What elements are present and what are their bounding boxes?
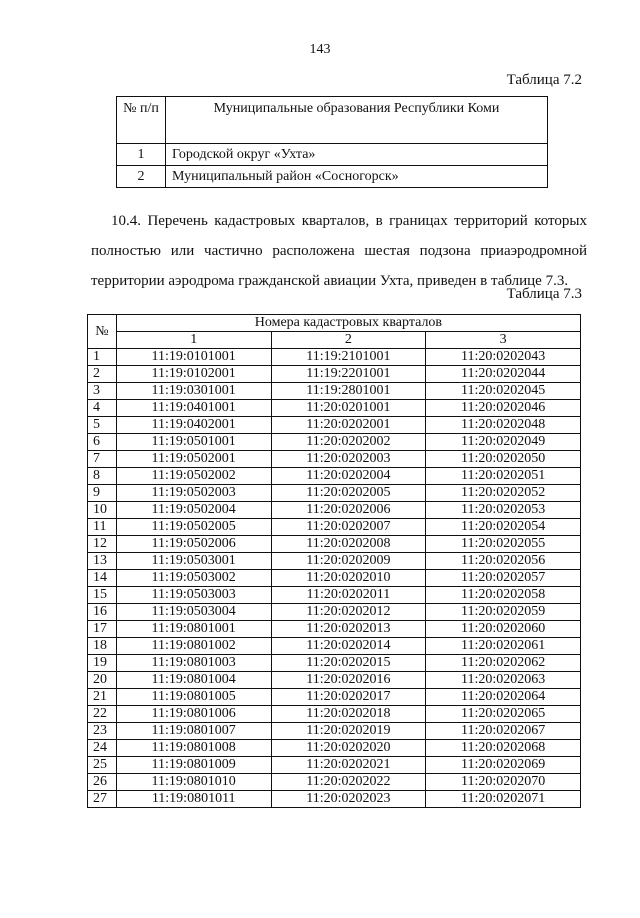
- table-header-row: [88, 315, 581, 332]
- cadastral-quarter-cell: 11:19:0502001: [116, 451, 271, 468]
- row-number: 10: [88, 502, 117, 519]
- cadastral-quarter-cell: 11:20:0202059: [426, 604, 581, 621]
- table-row: [88, 706, 581, 723]
- cadastral-quarter-cell: 11:20:0202008: [271, 536, 426, 553]
- cadastral-quarter-cell: 11:20:0202069: [426, 757, 581, 774]
- cadastral-quarter-cell: 11:19:0502002: [116, 468, 271, 485]
- cadastral-quarter-cell: 11:20:0202068: [426, 740, 581, 757]
- cadastral-quarter-cell: 11:20:0202014: [271, 638, 426, 655]
- cadastral-quarter-cell: 11:20:0202043: [426, 349, 581, 366]
- table-row: [88, 502, 581, 519]
- cadastral-quarter-cell: 11:20:0202019: [271, 723, 426, 740]
- cadastral-quarter-cell: 11:19:0502006: [116, 536, 271, 553]
- column-header-municipality: Муниципальные образования Республики Коми: [166, 97, 548, 144]
- cadastral-quarter-cell: 11:19:0401001: [116, 400, 271, 417]
- table-row: [88, 417, 581, 434]
- table-7-2: [116, 96, 548, 188]
- table-row: [88, 519, 581, 536]
- row-number: 23: [88, 723, 117, 740]
- cadastral-quarter-cell: 11:20:0202054: [426, 519, 581, 536]
- cadastral-quarter-cell: 11:20:0202007: [271, 519, 426, 536]
- table-row: [88, 757, 581, 774]
- table-row: [88, 774, 581, 791]
- cadastral-quarter-cell: 11:19:0801004: [116, 672, 271, 689]
- cadastral-quarter-cell: 11:20:0202051: [426, 468, 581, 485]
- table-row: [88, 604, 581, 621]
- cadastral-quarter-cell: 11:20:0202011: [271, 587, 426, 604]
- row-number: 5: [88, 417, 117, 434]
- column-subheader-3: 3: [426, 332, 581, 349]
- row-number: 3: [88, 383, 117, 400]
- cadastral-quarter-cell: 11:20:0202003: [271, 451, 426, 468]
- column-header-num: № п/п: [117, 97, 166, 144]
- table-7-2-caption: Таблица 7.2: [506, 72, 582, 88]
- cadastral-quarter-cell: 11:19:0102001: [116, 366, 271, 383]
- cadastral-quarter-cell: 11:20:0202048: [426, 417, 581, 434]
- column-subheader-2: 2: [271, 332, 426, 349]
- table-subheader-row: [88, 332, 581, 349]
- column-group-header: Номера кадастровых кварталов: [116, 315, 580, 332]
- cadastral-quarter-cell: 11:20:0202022: [271, 774, 426, 791]
- cadastral-quarter-cell: 11:19:0503004: [116, 604, 271, 621]
- cadastral-quarter-cell: 11:20:0202015: [271, 655, 426, 672]
- cadastral-quarter-cell: 11:20:0202058: [426, 587, 581, 604]
- cadastral-quarter-cell: 11:20:0202013: [271, 621, 426, 638]
- table-row: [88, 723, 581, 740]
- cadastral-quarter-cell: 11:19:0801003: [116, 655, 271, 672]
- cadastral-quarter-cell: 11:19:0801002: [116, 638, 271, 655]
- cadastral-quarter-cell: 11:19:0301001: [116, 383, 271, 400]
- table-row: [88, 621, 581, 638]
- cadastral-quarter-cell: 11:20:0202004: [271, 468, 426, 485]
- cadastral-quarter-cell: 11:20:0202060: [426, 621, 581, 638]
- column-header-num: №: [88, 315, 117, 349]
- table-row: [88, 400, 581, 417]
- table-row: [88, 383, 581, 400]
- row-number: 4: [88, 400, 117, 417]
- cadastral-quarter-cell: 11:19:2101001: [271, 349, 426, 366]
- cadastral-quarter-cell: 11:19:0503003: [116, 587, 271, 604]
- page-number: 143: [309, 42, 331, 57]
- cadastral-quarter-cell: 11:19:0801007: [116, 723, 271, 740]
- cadastral-quarter-cell: 11:19:0801010: [116, 774, 271, 791]
- cadastral-quarter-cell: 11:19:0801008: [116, 740, 271, 757]
- cadastral-quarter-cell: 11:20:0201001: [271, 400, 426, 417]
- table-row: [88, 655, 581, 672]
- table-row: [88, 791, 581, 808]
- cadastral-quarter-cell: 11:19:2801001: [271, 383, 426, 400]
- table-row: [88, 366, 581, 383]
- row-number: 21: [88, 689, 117, 706]
- section-10-4-paragraph: [91, 206, 587, 296]
- cadastral-quarter-cell: 11:20:0202055: [426, 536, 581, 553]
- cadastral-quarter-cell: 11:19:0503001: [116, 553, 271, 570]
- cadastral-quarter-cell: 11:19:0502005: [116, 519, 271, 536]
- cadastral-quarter-cell: 11:19:0502003: [116, 485, 271, 502]
- cadastral-quarter-cell: 11:20:0202020: [271, 740, 426, 757]
- row-number: 16: [88, 604, 117, 621]
- table-row: [117, 166, 548, 188]
- table-row: [88, 536, 581, 553]
- cadastral-quarter-cell: 11:20:0202045: [426, 383, 581, 400]
- cadastral-quarter-cell: 11:20:0202010: [271, 570, 426, 587]
- cadastral-quarter-cell: 11:20:0202062: [426, 655, 581, 672]
- table-row: [88, 638, 581, 655]
- row-number: 1: [88, 349, 117, 366]
- cadastral-quarter-cell: 11:20:0202056: [426, 553, 581, 570]
- cadastral-quarter-cell: 11:20:0202046: [426, 400, 581, 417]
- table-row: [88, 587, 581, 604]
- cadastral-quarter-cell: 11:19:0503002: [116, 570, 271, 587]
- cadastral-quarter-cell: 11:20:0202044: [426, 366, 581, 383]
- cadastral-quarter-cell: 11:20:0202049: [426, 434, 581, 451]
- cadastral-quarter-cell: 11:20:0202065: [426, 706, 581, 723]
- cadastral-quarter-cell: 11:19:0402001: [116, 417, 271, 434]
- column-subheader-1: 1: [116, 332, 271, 349]
- cadastral-quarter-cell: 11:20:0202012: [271, 604, 426, 621]
- cadastral-quarter-cell: 11:20:0202071: [426, 791, 581, 808]
- row-number: 25: [88, 757, 117, 774]
- cadastral-quarter-cell: 11:20:0202006: [271, 502, 426, 519]
- row-number: 1: [117, 144, 166, 166]
- table-7-3-caption: Таблица 7.3: [506, 286, 582, 302]
- table-row: [88, 349, 581, 366]
- row-number: 27: [88, 791, 117, 808]
- cadastral-quarter-cell: 11:20:0202017: [271, 689, 426, 706]
- cadastral-quarter-cell: 11:20:0202005: [271, 485, 426, 502]
- table-7-3: [87, 314, 581, 808]
- row-number: 22: [88, 706, 117, 723]
- cadastral-quarter-cell: 11:19:0501001: [116, 434, 271, 451]
- municipality-name: Городской округ «Ухта»: [166, 144, 548, 166]
- cadastral-quarter-cell: 11:19:0801011: [116, 791, 271, 808]
- cadastral-quarter-cell: 11:19:0801001: [116, 621, 271, 638]
- cadastral-quarter-cell: 11:19:0101001: [116, 349, 271, 366]
- cadastral-quarter-cell: 11:20:0202018: [271, 706, 426, 723]
- cadastral-quarter-cell: 11:20:0202016: [271, 672, 426, 689]
- cadastral-quarter-cell: 11:19:0801006: [116, 706, 271, 723]
- row-number: 2: [88, 366, 117, 383]
- row-number: 9: [88, 485, 117, 502]
- table-row: [88, 740, 581, 757]
- row-number: 24: [88, 740, 117, 757]
- row-number: 26: [88, 774, 117, 791]
- cadastral-quarter-cell: 11:20:0202023: [271, 791, 426, 808]
- row-number: 18: [88, 638, 117, 655]
- paragraph-text: 10.4. Перечень кадастровых кварталов, в границах территорий которых полностью или частично расположена шестая подзона приаэродромной территории аэродрома гражданской авиации Ухта, приведен в таблице 7.3.: [91, 213, 587, 289]
- cadastral-quarter-cell: 11:19:2201001: [271, 366, 426, 383]
- cadastral-quarter-cell: 11:20:0202064: [426, 689, 581, 706]
- cadastral-quarter-cell: 11:20:0202021: [271, 757, 426, 774]
- cadastral-quarter-cell: 11:19:0801009: [116, 757, 271, 774]
- table-row: [88, 468, 581, 485]
- row-number: 19: [88, 655, 117, 672]
- cadastral-quarter-cell: 11:20:0202061: [426, 638, 581, 655]
- table-7-3-body: [88, 349, 581, 808]
- cadastral-quarter-cell: 11:20:0202067: [426, 723, 581, 740]
- cadastral-quarter-cell: 11:20:0202070: [426, 774, 581, 791]
- row-number: 11: [88, 519, 117, 536]
- cadastral-quarter-cell: 11:20:0202009: [271, 553, 426, 570]
- table-header-row: [117, 97, 548, 144]
- cadastral-quarter-cell: 11:20:0202052: [426, 485, 581, 502]
- row-number: 20: [88, 672, 117, 689]
- row-number: 8: [88, 468, 117, 485]
- table-row: [88, 553, 581, 570]
- table-row: [88, 434, 581, 451]
- municipality-name: Муниципальный район «Сосногорск»: [166, 166, 548, 188]
- table-row: [88, 485, 581, 502]
- row-number: 13: [88, 553, 117, 570]
- row-number: 2: [117, 166, 166, 188]
- cadastral-quarter-cell: 11:20:0202050: [426, 451, 581, 468]
- row-number: 17: [88, 621, 117, 638]
- cadastral-quarter-cell: 11:19:0502004: [116, 502, 271, 519]
- cadastral-quarter-cell: 11:19:0801005: [116, 689, 271, 706]
- row-number: 15: [88, 587, 117, 604]
- cadastral-quarter-cell: 11:20:0202057: [426, 570, 581, 587]
- table-row: [88, 570, 581, 587]
- cadastral-quarter-cell: 11:20:0202063: [426, 672, 581, 689]
- cadastral-quarter-cell: 11:20:0202002: [271, 434, 426, 451]
- table-row: [88, 451, 581, 468]
- row-number: 14: [88, 570, 117, 587]
- cadastral-quarter-cell: 11:20:0202053: [426, 502, 581, 519]
- row-number: 7: [88, 451, 117, 468]
- row-number: 12: [88, 536, 117, 553]
- table-row: [117, 144, 548, 166]
- table-row: [88, 689, 581, 706]
- table-row: [88, 672, 581, 689]
- cadastral-quarter-cell: 11:20:0202001: [271, 417, 426, 434]
- row-number: 6: [88, 434, 117, 451]
